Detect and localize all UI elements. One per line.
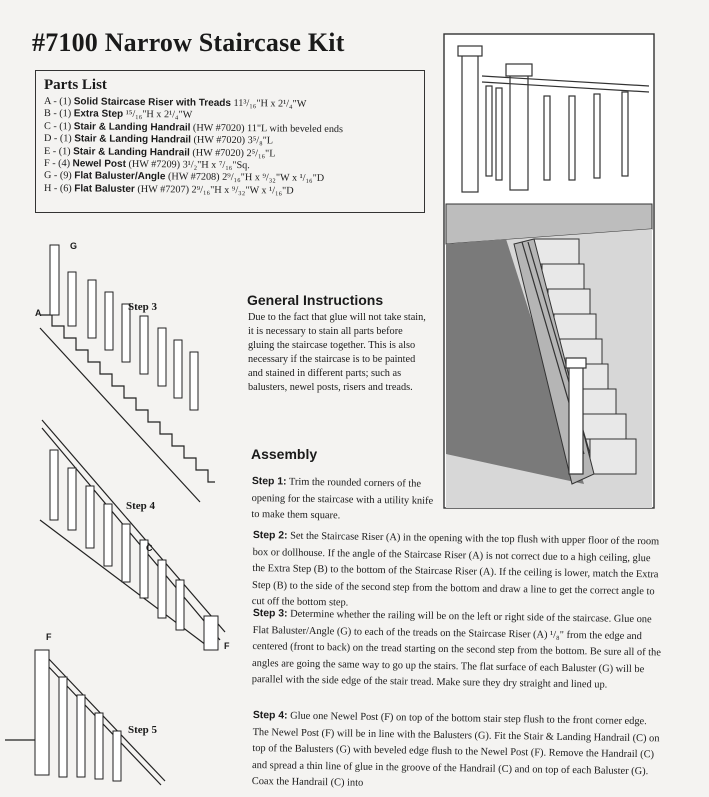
part-letter-f-right: F — [224, 641, 230, 651]
step5-figure — [5, 645, 185, 775]
staircase-illustration — [444, 34, 654, 508]
document-title: #7100 Narrow Staircase Kit — [32, 28, 345, 57]
general-instructions-text: Due to the fact that glue will not take stain, it is necessary to stain all parts before gluing the staircase together. This is also necessary if the staircase is to be painted and stained in different parts; such as balusters, newel posts, risers and treads. — [248, 312, 426, 393]
step3-label: Step 3 — [128, 301, 158, 313]
part-letter-g: G — [70, 241, 78, 251]
part-letter-a: A — [35, 308, 42, 318]
assembly-step-3: Step 3: Determine whether the railing will be on the left or right side of the staircase. Glue one Flat Baluster/Angle (G) to each of the treads on the Staircase Riser (A) ¹/₈" from the edge and centered (front to back) on the tread starting on the second step from the bottom. Be sure all of the angles are going the same way to go up the stairs. The flat surface of each Baluster (G) will be parallel with the side edge of the stair tread. Make sure they dry straight and lined up. — [251, 607, 661, 691]
part-item: G - (9) Flat Baluster/Angle (HW #7208) 2⁹/₁₆"H x ⁹/₃₂"W x ¹/₁₆"D — [43, 170, 325, 185]
assembly-heading: Assembly — [251, 446, 318, 462]
part-item: F - (4) Newel Post (HW #7209) 3¹/₂"H x ⁷/₁₆"Sq. — [43, 158, 250, 172]
step4-figure — [40, 420, 240, 650]
assembly-step-1: Step 1: Trim the rounded corners of the opening for the staircase with a utility knife to make them square. — [251, 475, 434, 522]
parts-list-heading: Parts List — [44, 77, 107, 93]
part-letter-f-left: F — [46, 632, 52, 642]
assembly-step-4: Step 4: Glue one Newel Post (F) on top of the bottom stair step flush to the front corner edge. The Newel Post (F) will be in line with the Balusters (G). Fit the Stair & Landing Handrail (C) on top of the Balusters (G) with beveled edge flush to the Newel Post (F). Remove the Handrail (C) and spread a thin line of glue in the groove of the Handrail (C) and on top of each Baluster (G). Coax the Handrail (C) into — [251, 709, 660, 789]
parts-list-box — [35, 70, 425, 213]
part-item: A - (1) Solid Staircase Riser with Treads 11³/₁₆"H x 2¹/₄"W — [43, 96, 307, 110]
part-item: B - (1) Extra Step ¹⁵/₁₆"H x 2¹/₄"W — [43, 108, 193, 121]
part-item: C - (1) Stair & Landing Handrail (HW #7020) 11"L with beveled ends — [43, 120, 344, 135]
part-letter-c: C — [146, 543, 153, 553]
general-instructions-heading: General Instructions — [247, 292, 384, 308]
part-item: D - (1) Stair & Landing Handrail (HW #7020) 3⁵/₈"L — [43, 133, 274, 147]
assembly-step-2: Step 2: Set the Staircase Riser (A) in the opening with the top flush with upper floor of the room box or dollhouse. If the angle of the Staircase Riser (A) is not correct due to a high ceiling, glue the Extra Step (B) to the bottom of the Staircase Riser (A). If the ceiling is lower, match the Extra Step (B) to the side of the second step from the bottom and draw a line to get the correct angle to cut off the bottom step. — [251, 529, 660, 609]
part-item: H - (6) Flat Baluster (HW #7207) 2⁹/₁₆"H x ⁹/₃₂"W x ¹/₁₆"D — [43, 182, 294, 197]
parts-list — [44, 96, 416, 195]
step5-label: Step 5 — [128, 724, 158, 736]
step4-label: Step 4 — [126, 500, 156, 512]
part-item: E - (1) Stair & Landing Handrail (HW #7020) 2⁵/₁₆"L — [43, 145, 276, 160]
